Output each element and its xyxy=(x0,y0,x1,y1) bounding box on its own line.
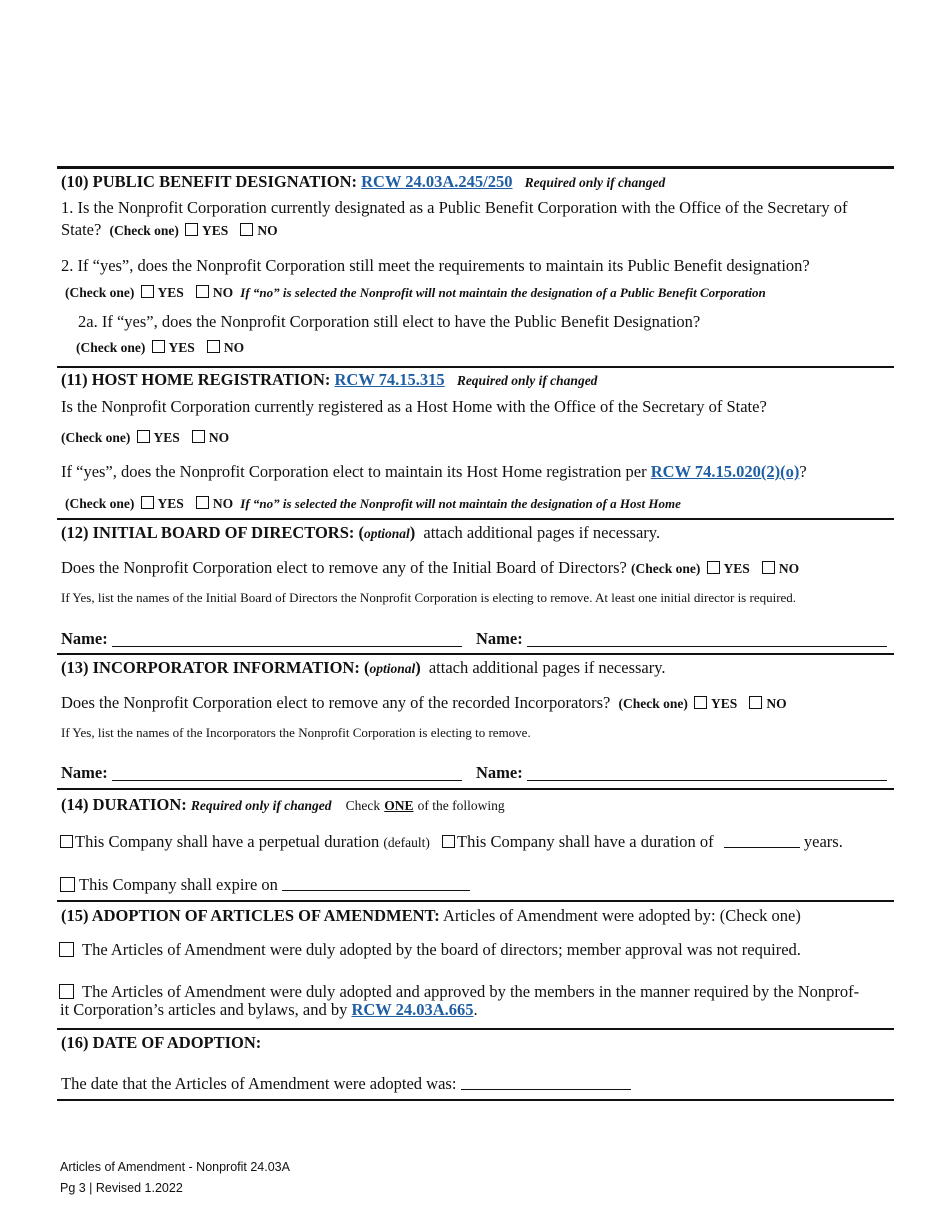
footer-title: Articles of Amendment - Nonprofit 24.03A xyxy=(60,1160,290,1174)
member-adoption-label-line1: The Articles of Amendment were duly adopted and approved by the members in the manner required by the Nonprof- xyxy=(82,982,860,1001)
director-name-label-1: Name: xyxy=(61,629,108,648)
section-14-title: (14) DURATION: xyxy=(61,795,187,814)
remove-incorporators-no-checkbox[interactable] xyxy=(749,696,762,709)
section-15-title: (15) ADOPTION OF ARTICLES OF AMENDMENT: xyxy=(61,906,440,925)
no-label: NO xyxy=(208,430,230,445)
check-post: of the following xyxy=(417,798,505,813)
section-12-title-end: ) xyxy=(409,523,416,542)
adoption-date-label: The date that the Articles of Amendment were adopted was: xyxy=(61,1074,457,1093)
member-adoption-checkbox[interactable] xyxy=(59,984,74,999)
section-divider xyxy=(57,900,894,902)
host-home-yes-checkbox[interactable] xyxy=(137,430,150,443)
duration-years-checkbox[interactable] xyxy=(442,835,455,848)
section-divider xyxy=(57,788,894,790)
section-11-q2-note: If “no” is selected the Nonprofit will not maintain the designation of a Host Home xyxy=(240,496,681,511)
incorporator-name-label-1: Name: xyxy=(61,763,108,782)
section-12-hint: If Yes, list the names of the Initial Board of Directors the Nonprofit Corporation is electing to remove. At least one initial director is required. xyxy=(61,590,797,605)
section-10-note: Required only if changed xyxy=(524,175,666,190)
yes-label: YES xyxy=(201,223,229,238)
section-10-heading xyxy=(61,173,665,192)
board-adoption-checkbox[interactable] xyxy=(59,942,74,957)
yes-label: YES xyxy=(710,696,738,711)
section-10-q1-line2 xyxy=(61,221,278,240)
check-one-emphasis: ONE xyxy=(384,798,414,813)
section-divider xyxy=(57,518,894,520)
optional-label: optional xyxy=(364,526,410,541)
section-11-q1-answer xyxy=(61,428,229,447)
section-divider xyxy=(57,166,894,169)
q2-yes-checkbox[interactable] xyxy=(141,285,154,298)
maintain-host-home-yes-checkbox[interactable] xyxy=(141,496,154,509)
incorporator-name-field-2[interactable] xyxy=(527,764,887,781)
rcw-74-15-020-link[interactable]: RCW 74.15.020(2)(o) xyxy=(650,462,800,481)
years-label: years. xyxy=(803,832,843,851)
no-label: NO xyxy=(766,696,787,711)
expire-date-field[interactable] xyxy=(282,876,470,891)
remove-directors-yes-checkbox[interactable] xyxy=(707,561,720,574)
expire-row xyxy=(60,876,470,895)
adoption-date-field[interactable] xyxy=(461,1075,631,1090)
check-one-label: (Check one) xyxy=(61,430,131,445)
incorporator-name-field-1[interactable] xyxy=(112,764,462,781)
section-10-q2: 2. If “yes”, does the Nonprofit Corporation still meet the requirements to maintain its Public Benefit designation? xyxy=(61,256,810,275)
board-adoption-row xyxy=(59,941,801,960)
check-one-label: (Check one) xyxy=(65,285,135,300)
section-10-q2-note: If “no” is selected the Nonprofit will not maintain the designation of a Public Benefit Corporation xyxy=(240,285,766,300)
check-one-label: (Check one) xyxy=(109,223,179,238)
attach-note: attach additional pages if necessary. xyxy=(428,658,666,677)
member-adoption-end: . xyxy=(473,1000,478,1019)
section-divider xyxy=(57,366,894,368)
q2a-no-checkbox[interactable] xyxy=(207,340,220,353)
no-label: NO xyxy=(212,285,234,300)
no-label: NO xyxy=(778,561,800,576)
section-13-q-text: Does the Nonprofit Corporation elect to remove any of the recorded Incorporators? xyxy=(61,693,611,712)
director-name-label-2: Name: xyxy=(476,629,523,648)
director-name-field-1[interactable] xyxy=(112,630,462,647)
check-pre: Check xyxy=(345,798,381,813)
section-12-heading xyxy=(61,524,660,543)
section-13-question xyxy=(61,694,787,713)
section-12-title: (12) INITIAL BOARD OF DIRECTORS: ( xyxy=(61,523,364,542)
no-label: NO xyxy=(257,223,278,238)
section-11-note: Required only if changed xyxy=(456,373,598,388)
perpetual-label: This Company shall have a perpetual duration xyxy=(75,832,380,851)
adoption-date-row xyxy=(61,1075,631,1094)
section-divider xyxy=(57,653,894,655)
section-11-q2-answer xyxy=(65,494,681,513)
section-12-q-text: Does the Nonprofit Corporation elect to remove any of the Initial Board of Directors? xyxy=(61,558,627,577)
section-11-q2-end: ? xyxy=(799,462,807,481)
section-15-heading xyxy=(61,907,801,926)
section-10-q1-state: State? xyxy=(61,220,102,239)
no-label: NO xyxy=(223,340,245,355)
check-one-label: (Check one) xyxy=(618,696,688,711)
yes-label: YES xyxy=(157,496,184,511)
q2a-yes-checkbox[interactable] xyxy=(152,340,165,353)
duration-label: This Company shall have a duration of xyxy=(457,832,714,851)
member-adoption-line2 xyxy=(60,1001,478,1020)
attach-note: attach additional pages if necessary. xyxy=(423,523,661,542)
maintain-host-home-no-checkbox[interactable] xyxy=(196,496,209,509)
rcw-24-03a-665-link[interactable]: RCW 24.03A.665 xyxy=(351,1000,474,1019)
section-14-note: Required only if changed xyxy=(190,798,332,813)
section-13-hint: If Yes, list the names of the Incorporators the Nonprofit Corporation is electing to remove. xyxy=(61,725,531,740)
section-divider xyxy=(57,1028,894,1030)
incorporator-name-label-2: Name: xyxy=(476,763,523,782)
section-10-q2a-answer xyxy=(76,338,244,357)
section-11-q2-text: If “yes”, does the Nonprofit Corporation elect to maintain its Host Home registration per xyxy=(61,462,647,481)
no-label: NO xyxy=(212,496,234,511)
duration-options-row xyxy=(60,833,843,852)
yes-label: YES xyxy=(168,340,195,355)
q1-yes-checkbox[interactable] xyxy=(185,223,198,236)
director-name-field-2[interactable] xyxy=(527,630,887,647)
section-11-q2 xyxy=(61,463,807,482)
section-11-heading xyxy=(61,371,597,390)
section-13-heading xyxy=(61,659,666,678)
q2-no-checkbox[interactable] xyxy=(196,285,209,298)
remove-directors-no-checkbox[interactable] xyxy=(762,561,775,574)
section-10-q2a: 2a. If “yes”, does the Nonprofit Corporation still elect to have the Public Benefit Designation? xyxy=(78,312,701,331)
expire-checkbox[interactable] xyxy=(60,877,75,892)
section-10-title: (10) PUBLIC BENEFIT DESIGNATION: xyxy=(61,172,357,191)
yes-label: YES xyxy=(157,285,184,300)
section-10-q1-line1: 1. Is the Nonprofit Corporation currently designated as a Public Benefit Corporation with the Office of the Secretary of xyxy=(61,198,848,217)
section-divider xyxy=(57,1099,894,1101)
check-one-label: (Check one) xyxy=(631,561,701,576)
section-11-q1: Is the Nonprofit Corporation currently registered as a Host Home with the Office of the Secretary of State? xyxy=(61,397,767,416)
check-one-label: (Check one) xyxy=(76,340,146,355)
section-13-title-end: ) xyxy=(415,658,421,677)
rcw-24-03a-245-250-link[interactable]: RCW 24.03A.245/250 xyxy=(361,172,513,191)
expire-label: This Company shall expire on xyxy=(79,875,278,894)
optional-label: optional xyxy=(369,661,416,676)
remove-incorporators-yes-checkbox[interactable] xyxy=(694,696,707,709)
rcw-74-15-315-link[interactable]: RCW 74.15.315 xyxy=(334,370,445,389)
section-11-title: (11) HOST HOME REGISTRATION: xyxy=(61,370,331,389)
perpetual-duration-checkbox[interactable] xyxy=(60,835,73,848)
check-one-label: (Check one) xyxy=(65,496,135,511)
section-14-heading xyxy=(61,796,505,815)
section-15-title-rest: Articles of Amendment were adopted by: (Check one) xyxy=(443,906,801,925)
section-10-q2-answer xyxy=(65,283,766,302)
q1-no-checkbox[interactable] xyxy=(240,223,253,236)
duration-years-field[interactable] xyxy=(724,833,800,848)
footer-page-info: Pg 3 | Revised 1.2022 xyxy=(60,1181,183,1195)
section-13-title: (13) INCORPORATOR INFORMATION: ( xyxy=(61,658,370,677)
board-adoption-label: The Articles of Amendment were duly adopted by the board of directors; member approval was not required. xyxy=(82,940,801,959)
section-12-question xyxy=(61,559,799,578)
member-adoption-label-line2: it Corporation’s articles and bylaws, and by xyxy=(60,1000,348,1019)
section-16-heading: (16) DATE OF ADOPTION: xyxy=(61,1033,262,1052)
yes-label: YES xyxy=(723,561,750,576)
host-home-no-checkbox[interactable] xyxy=(192,430,205,443)
default-label: (default) xyxy=(383,835,430,850)
yes-label: YES xyxy=(153,430,180,445)
